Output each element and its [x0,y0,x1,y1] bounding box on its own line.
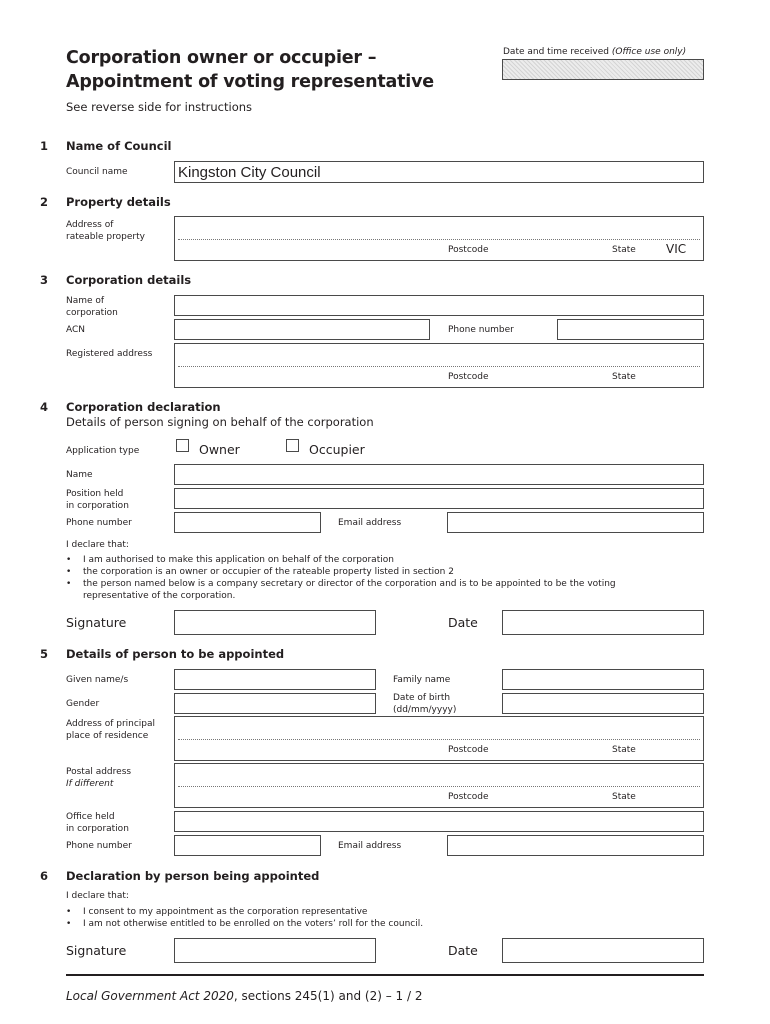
section-4-declarations [66,554,706,602]
corporation-name-label: Name of corporation [66,296,118,318]
residence-postcode-label: Postcode [448,745,489,755]
section-6-declarations [66,906,706,930]
form-subtitle: See reverse side for instructions [66,100,253,114]
section-6-signature-field[interactable] [174,938,376,963]
acn-label: ACN [66,325,86,335]
gender-field[interactable] [174,693,376,714]
signatory-email-label: Email address [338,518,402,528]
declaration-item: • I consent to my appointment as the corporation representative [66,907,368,917]
property-state-value: VIC [666,242,687,256]
signatory-name-label: Name [66,470,93,480]
given-name-field[interactable] [174,669,376,690]
appointee-email-field[interactable] [447,835,704,856]
section-4-signature-label: Signature [66,615,127,630]
office-held-field[interactable] [174,811,704,832]
family-name-label: Family name [393,675,451,685]
appointee-email-label: Email address [338,841,402,851]
position-held-label: Position held in corporation [66,489,129,511]
section-1-heading: Name of Council [66,139,172,153]
signatory-phone-field[interactable] [174,512,321,533]
postal-address-label: Postal address If different [66,767,132,789]
section-3-heading: Corporation details [66,273,192,287]
section-2-heading: Property details [66,195,171,209]
section-6-date-field[interactable] [502,938,704,963]
office-use-label: Date and time received (Office use only) [503,47,687,57]
corporation-phone-field[interactable] [557,319,704,340]
gender-label: Gender [66,699,100,709]
date-of-birth-label: Date of birth (dd/mm/yyyy) [393,693,457,715]
section-4-number: 4 [40,400,49,414]
declaration-item-continued: representative of the corporation. [83,591,236,601]
owner-label: Owner [199,442,240,457]
residence-address-field[interactable] [174,716,704,761]
footer-citation: Local Government Act 2020, sections 245(1) and (2) – 1 / 2 [66,989,423,1003]
section-6-number: 6 [40,869,49,883]
owner-checkbox[interactable] [176,439,189,452]
declaration-item: • I am authorised to make this application on behalf of the corporation [66,555,394,565]
section-4-declare-label: I declare that: [66,540,129,550]
section-4-signature-field[interactable] [174,610,376,635]
section-6-declare-label: I declare that: [66,891,129,901]
registered-address-field[interactable] [174,343,704,388]
occupier-checkbox[interactable] [286,439,299,452]
council-name-value: Kingston City Council [178,164,321,181]
declaration-item: • the person named below is a company secretary or director of the corporation and is to be appointed to be the voting [66,579,616,589]
corporation-name-field[interactable] [174,295,704,316]
signatory-name-field[interactable] [174,464,704,485]
application-type-label: Application type [66,446,140,456]
postal-state-label: State [612,792,636,802]
form-title-line-1: Corporation owner or occupier – [66,48,377,68]
property-address-label: Address of rateable property [66,220,145,242]
registered-state-label: State [612,372,636,382]
section-4-heading: Corporation declaration [66,400,221,414]
family-name-field[interactable] [502,669,704,690]
section-6-heading: Declaration by person being appointed [66,869,320,883]
section-6-signature-label: Signature [66,943,127,958]
council-name-label: Council name [66,167,128,177]
appointee-phone-label: Phone number [66,841,132,851]
section-4-subheading: Details of person signing on behalf of the corporation [66,415,374,429]
section-4-date-label: Date [448,615,478,630]
signatory-email-field[interactable] [447,512,704,533]
form-title-line-2: Appointment of voting representative [66,72,434,92]
footer-rule [66,974,704,976]
office-held-label: Office held in corporation [66,812,129,834]
date-of-birth-field[interactable] [502,693,704,714]
section-4-date-field[interactable] [502,610,704,635]
postal-address-field[interactable] [174,763,704,808]
section-6-date-label: Date [448,943,478,958]
acn-field[interactable] [174,319,430,340]
residence-address-label: Address of principal place of residence [66,719,156,741]
declaration-item: • the corporation is an owner or occupier of the rateable property listed in section 2 [66,567,454,577]
section-2-number: 2 [40,195,49,209]
registered-postcode-label: Postcode [448,372,489,382]
given-name-label: Given name/s [66,675,129,685]
section-3-number: 3 [40,273,49,287]
registered-address-label: Registered address [66,349,153,359]
section-5-number: 5 [40,647,49,661]
occupier-label: Occupier [309,442,365,457]
section-1-number: 1 [40,139,49,153]
property-postcode-label: Postcode [448,245,489,255]
corporation-phone-label: Phone number [448,325,514,335]
council-name-field[interactable] [174,161,704,183]
property-address-field[interactable] [174,216,704,261]
section-5-heading: Details of person to be appointed [66,647,285,661]
appointee-phone-field[interactable] [174,835,321,856]
declaration-item: • I am not otherwise entitled to be enrolled on the voters’ roll for the council. [66,919,424,929]
postal-postcode-label: Postcode [448,792,489,802]
residence-state-label: State [612,745,636,755]
signatory-phone-label: Phone number [66,518,132,528]
office-use-box [502,59,704,80]
position-held-field[interactable] [174,488,704,509]
property-state-label: State [612,245,636,255]
